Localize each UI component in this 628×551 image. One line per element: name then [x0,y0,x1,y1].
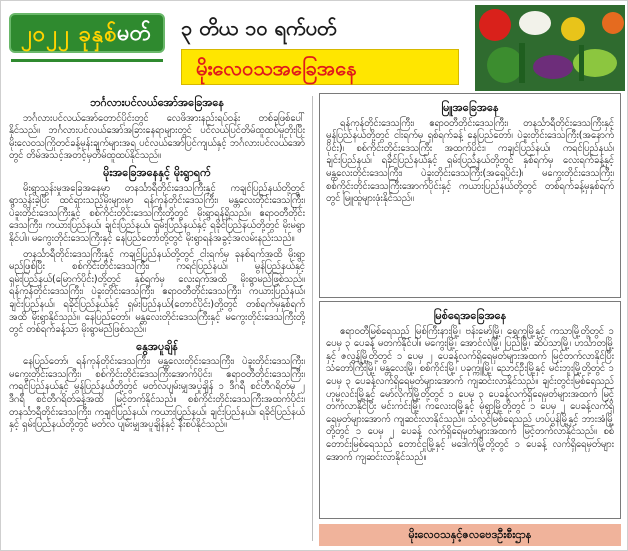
date-box [9,13,165,53]
paragraph: တနင်္သာရီတိုင်းဒေသကြီးနှင့် ကချင်ပြည်နယ်တို့တွင် ငါးရက်မှ ခုနစ်ရက်အထိ မိုးရွာမည်ဖြစ်ပြီး စစ်ကိုင်းတိုင်းဒေသကြီး၊ ကရင်ပြည်နယ်၊ မွန်ပြည်နယ်နှင့် ရှမ်းပြည်နယ်(မြောက်ပိုင်း)တို့တွင် နှစ်ရက်မှ လေးရက်အထိ မိုးရွာမည်ဖြစ်သည်။ ရန်ကုန်တိုင်းဒေသကြီး၊ ပဲခူးတိုင်းဒေသကြီး၊ ဧရာဝတီတိုင်းဒေသကြီး၊ ကယားပြည်နယ်၊ ချင်းပြည်နယ်၊ ရခိုင်ပြည်နယ်နှင့် ရှမ်းပြည်နယ်(တောင်ပိုင်း)တို့တွင် တစ်ရက်မှနှစ်ရက်အထိ မိုးရွာနိုင်သည်။ နေပြည်တော်၊ မန္တလေးတိုင်းဒေသကြီးနှင့် မကွေးတိုင်းဒေသကြီးတို့တွင် တစ်ရက်ခန့်သာ မိုးရွာမည်ဖြစ်သည်။ [9,248,305,336]
paragraph: နေပြည်တော်၊ ရန်ကုန်တိုင်းဒေသကြီး၊ မန္တလေးတိုင်းဒေသကြီး၊ ပဲခူးတိုင်းဒေသကြီး၊ မကွေးတိုင်းဒေသကြီး၊ စစ်ကိုင်းတိုင်းဒေသကြီးအောက်ပိုင်း၊ ဧရာဝတီတိုင်းဒေသကြီး၊ ကရင်ပြည်နယ်နှင့် မွန်ပြည်နယ်တို့တွင် မတ်လပျမ်းမျှအပူချိန် ၁ ဒီဂရီ စင်တီဂရိတ်မှ ၂ ဒီဂရီ စင်တီဂရိတ်ခန့်အထိ မြင့်တက်နိုင်သည်။ စစ်ကိုင်းတိုင်းဒေသကြီးအထက်ပိုင်း၊ တနင်္သာရီတိုင်းဒေသကြီး၊ ကချင်ပြည်နယ်၊ ကယားပြည်နယ်၊ ချင်းပြည်နယ်၊ ရခိုင်ပြည်နယ်နှင့် ရှမ်းပြည်နယ်တို့တွင် မတ်လ ပျမ်းမျှအပူချိန်နှင့် နီးစပ်နိုင်သည်။ [9,356,305,431]
header [5,5,625,91]
fog-box [319,93,621,298]
section-heading: မြူအခြေအနေ [441,101,499,114]
left-column [9,93,305,435]
title-banner [181,49,459,85]
column-divider [312,96,313,541]
paragraph: ဧရာဝတီမြစ်ရေသည် မြစ်ကြီးနားမြို့၊ ဗန်းမော်မြို့၊ ရွှေကူမြို့နှင့် ကသာမြို့တို့တွင် ၁ ပေမှ ၃ ပေခန့် မတက်နိုင်ပါ။ မကွေးမြို့၊ အောင်လံမြို့၊ ပြည်မြို့၊ ဆိပ်သာမြို့၊ ဟင်္သာတမြို့နှင့် ဇလွန်မြို့တို့တွင် ၁ ပေမှ ၂ ပေခန့်လက်ရှိရေမှတ်များအထက် မြင့်တက်လာနိုင်ပြီး သံတော်ကြီးမြို့၊ မန္တလေးမြို့၊ စစ်ကိုင်းမြို့၊ ပခုက္ကူမြို့၊ ညောင်ဦးမြို့နှင့် မင်းဘူးမြို့တို့တွင် ၁ ပေမှ ၃ ပေခန့်လက်ရှိရေမှတ်များအောက် ကျဆင်းလာနိုင်သည်။ ချင်းတွင်းမြစ်ရေသည် ဟုမ္မလင်းမြို့နှင့် မော်လိုက်မြို့တို့တွင် ၁ ပေမှ ၃ ပေခန့်လက်ရှိရေမှတ်များအထက် မြင့်တက်လာနိုင်ပြီး မင်းကင်းမြို့၊ ကလေးဝမြို့နှင့် မုံရွာမြို့တို့တွင် ၁ ပေမှ ၂ ပေခန့်လက်ရှိရေမှတ်များအောက် ကျဆင်းလာနိုင်သည်။ သံလွင်မြစ်ရေသည် ဟပ်ပွန်မြို့နှင့် ဘားအံမြို့တို့တွင် ၁ ပေမှ ၂ ပေခန့် လက်ရှိရေမှတ်များအထက် မြင့်တက်လာနိုင်သည်။ စစ်တောင်းမြစ်ရေသည် တောင်ငူမြို့နှင့် မဒေါက်မြို့တို့တွင် ၁ ပေခန့် လက်ရှိရေမှတ်များအောက် ကျဆင်းလာနိုင်သည်။ [326,325,614,463]
month-label: မတ် [117,21,151,46]
header-rule [11,59,163,62]
section-heading: နွေအပူချိန် [136,339,178,353]
year-label: ၂၀၂၂ ခုနှစ် [21,22,118,47]
paragraph: ဘင်္ဂလားပင်လယ်အော်တောင်ပိုင်းတွင် လေဖိအားနည်းရပ်ဝန်း တစ်ခုဖြစ်ပေါ်နိုင်သည်။ ဘင်္ဂလားပင်လယ်အော်အခြားနေရာများတွင် ပင်လယ်ပြင်တိမ်ထူထပ်မှုတိုးပြီး မိုးလေဝသကြိုတင်ခန့်မှန်းချက်များအရ ပင်လယ်အော်ပြင်ကျယ်နှင့် ဘင်္ဂလားပင်လယ်အော်တွင် တိမ်အသင့်အတင့်မှတိမ်ထူထပ်နိုင်သည်။ [9,112,305,162]
source-credit: မိုးလေဝသနှင့်ဇလဗေဒဦးစီးဌာန [319,524,621,546]
section-heading: ဘင်္ဂလားပင်လယ်အော်အခြေအနေ [89,96,225,109]
paragraph: ရန်ကုန်တိုင်းဒေသကြီး၊ ဧရာဝတီတိုင်းဒေသကြီး၊ တနင်္သာရီတိုင်းဒေသကြီးနှင့် မွန်ပြည်နယ်တို့တွင် ငါးရက်မှ ရှစ်ရက်ခန့် နေပြည်တော်၊ ပဲခူးတိုင်းဒေသကြီး(အနောက်ပိုင်း)၊ စစ်ကိုင်းတိုင်းဒေသကြီး အထက်ပိုင်း၊ ကချင်ပြည်နယ်၊ ကရင်ပြည်နယ်၊ ချင်းပြည်နယ်၊ ရခိုင်ပြည်နယ်နှင့် ရှမ်းပြည်နယ်တို့တွင် နှစ်ရက်မှ လေးရက်ခန့်နှင့် မန္တလေးတိုင်းဒေသကြီး၊ ပဲခူးတိုင်းဒေသကြီး(အရှေ့ပိုင်း)၊ မကွေးတိုင်းဒေသကြီး၊ စစ်ကိုင်းတိုင်းဒေသကြီးအောက်ပိုင်းနှင့် ကယားပြည်နယ်တို့တွင် တစ်ရက်ခန့်မှနှစ်ရက်တွင် မြူထူများဖုံးနိုင်သည်။ [326,117,614,205]
paragraph: မိုးရွာသွန်းမှုအခြေအနေမှာ တနင်္သာရီတိုင်းဒေသကြီးနှင့် ကချင်ပြည်နယ်တို့တွင် ရွာသွန်းခဲ့ပြီး ထင်ရှားသည့်မိုးများမှာ ရန်ကုန်တိုင်းဒေသကြီး၊ မန္တလေးတိုင်းဒေသကြီး၊ ပဲခူးတိုင်းဒေသကြီးနှင့် စစ်ကိုင်းတိုင်းဒေသကြီးတို့တွင် မိုးရွာရန်ရှိသည်။ ဧရာဝတီတိုင်းဒေသကြီး၊ ကယားပြည်နယ်၊ ချင်းပြည်နယ်၊ ရှမ်းပြည်နယ်နှင့် ရခိုင်ပြည်နယ်တို့တွင် မိုးမရွာနိုင်ပါ။ မကွေးတိုင်းဒေသကြီးနှင့် နေပြည်တော်တို့တွင် မိုးရွာရန်အခွင့်အလမ်းနည်းသည်။ [9,182,305,244]
page-title: မိုးလေဝသအခြေအနေ [196,56,357,80]
river-box [319,301,621,519]
day-label: ၃ တိယ ၁၀ ရက်ပတ် [181,16,337,40]
section-heading: မိုးအခြေအနေနှင့် မိုးရွာရက် [103,165,211,179]
section-heading: မြစ်ရေအခြေအနေ [433,309,507,322]
vegetables-image [475,5,625,91]
